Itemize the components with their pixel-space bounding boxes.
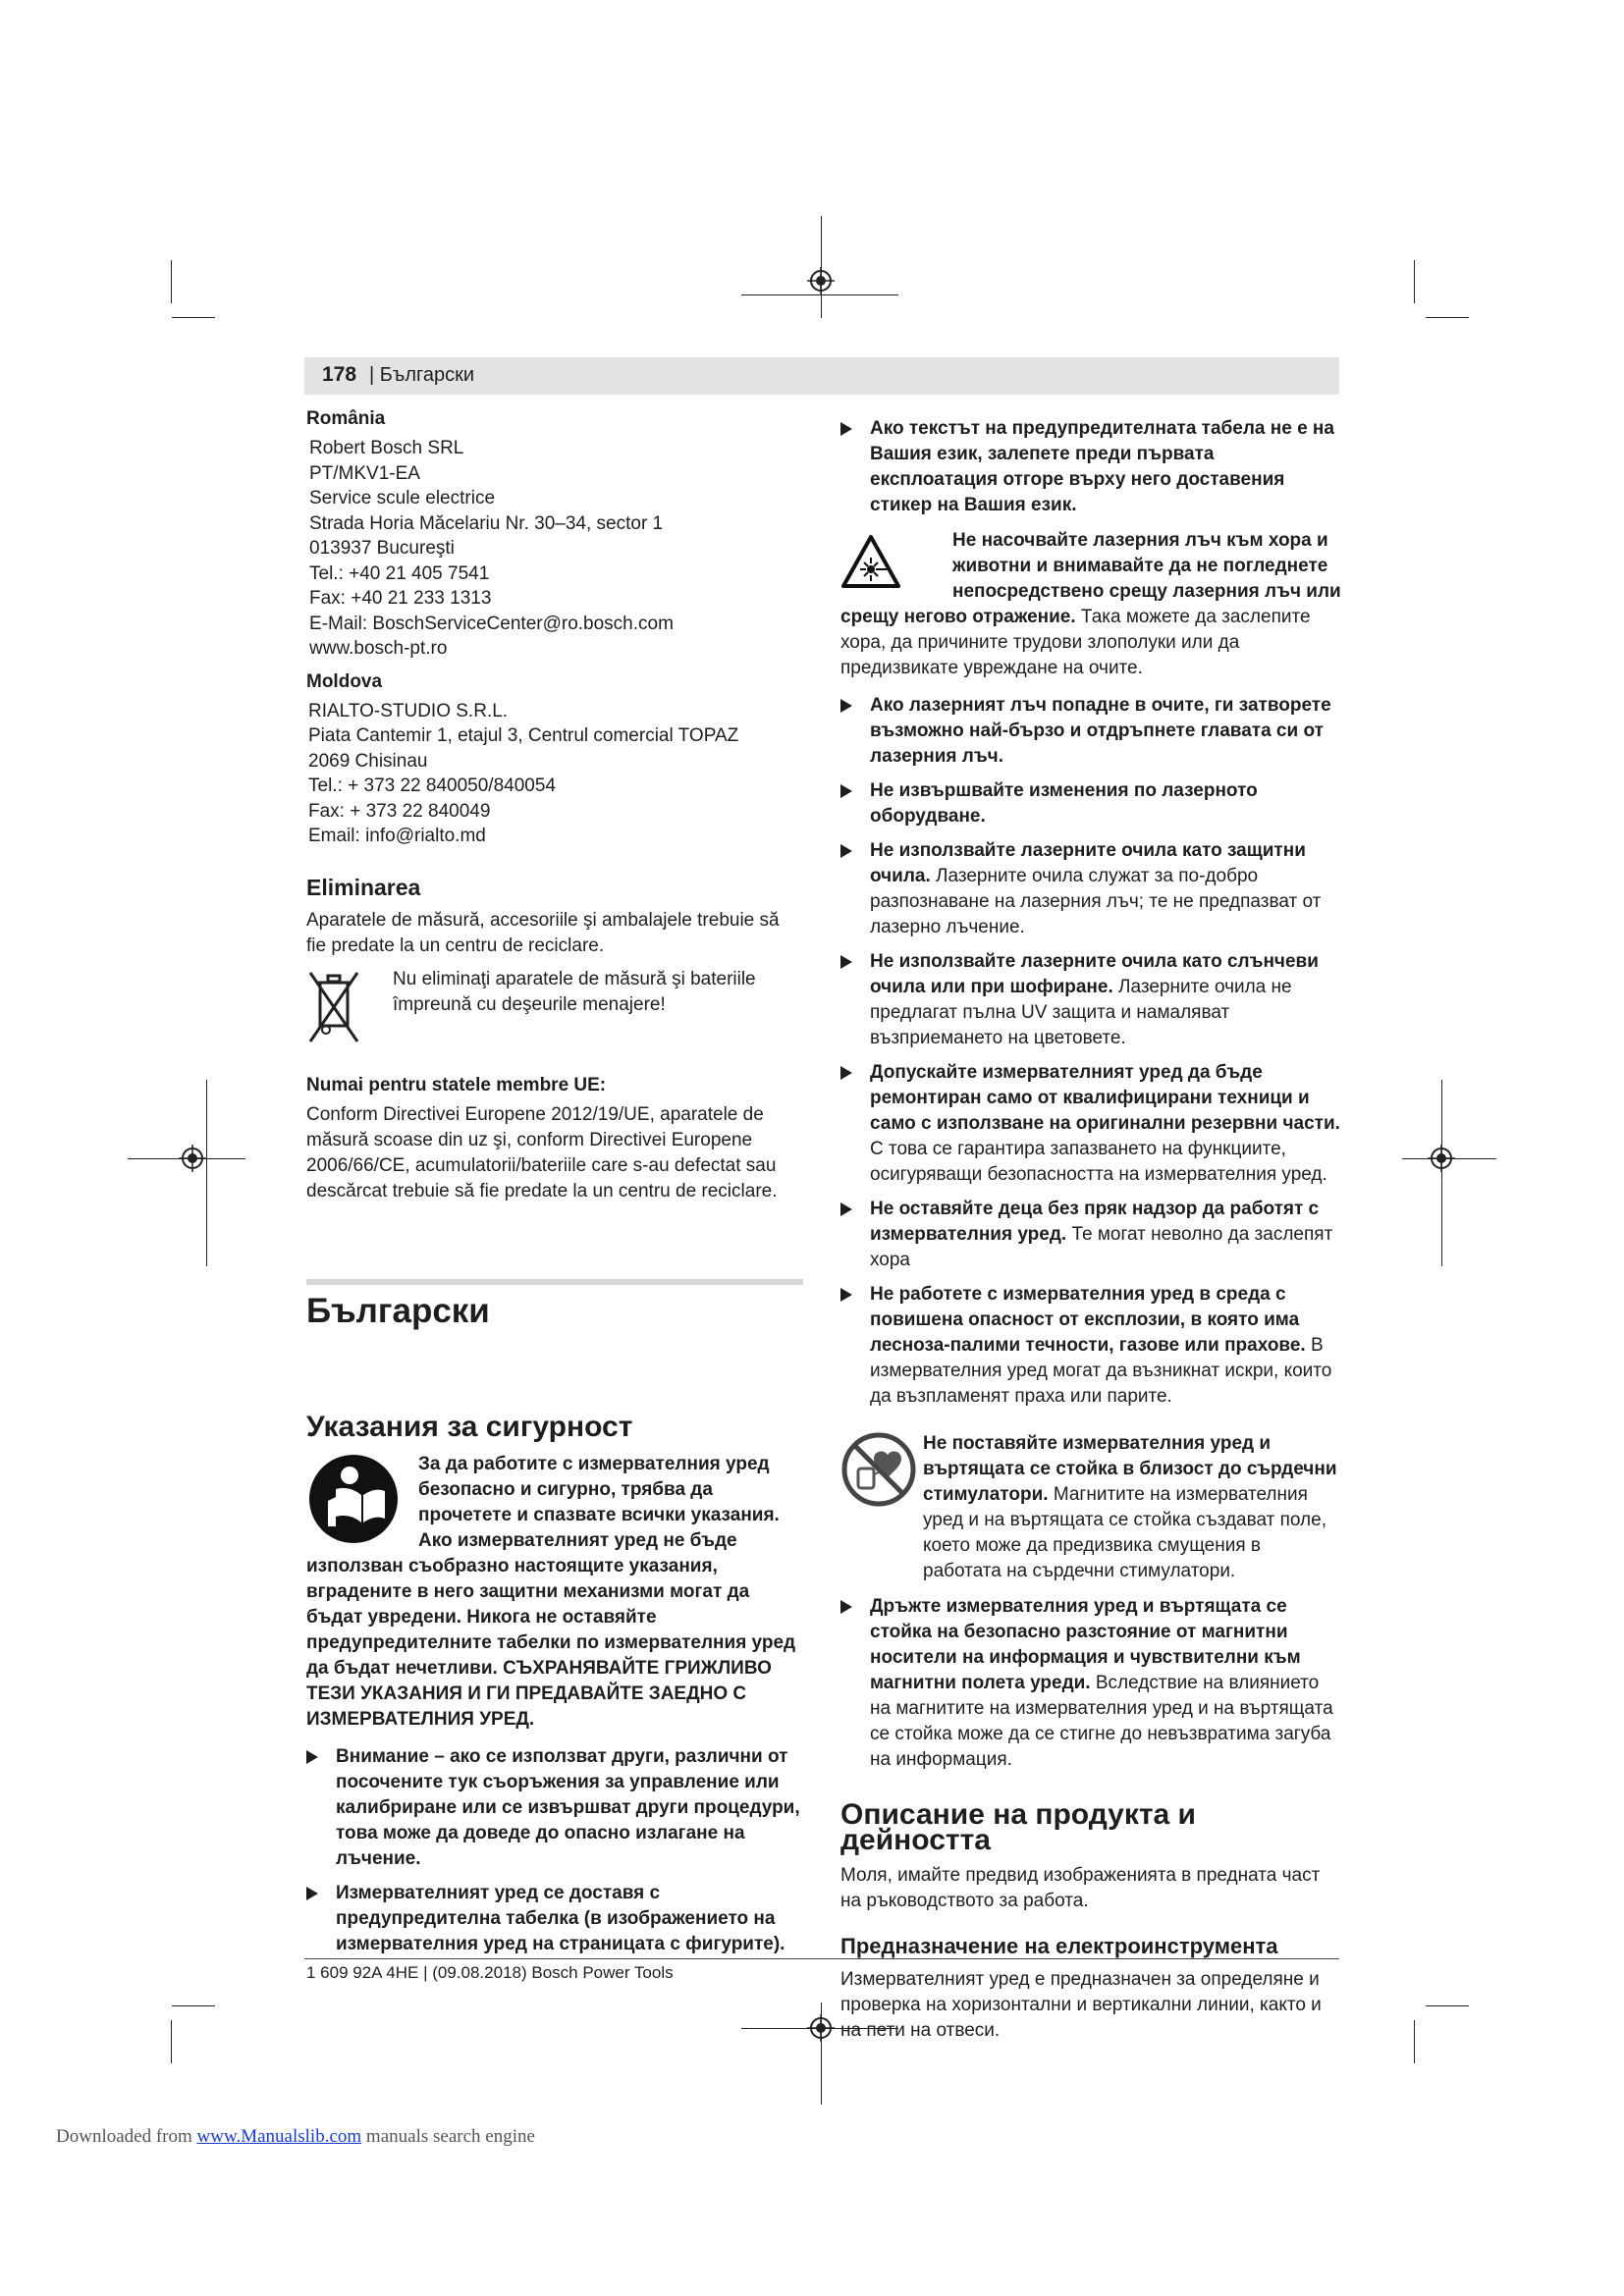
bullet-arrow-icon [840, 699, 852, 713]
laser-warning-text: Така можете да заслепите хора, да причините трудови злополуки или да предизвикате увреждане на очите. [840, 607, 1311, 678]
bullet-bold: Дръжте измервателния уред и въртящата се стойка на безопасно разстояние от магнитни носители на информация и чувствителни към магнитни полета уреди. [870, 1596, 1301, 1693]
registration-mark-icon [1428, 1145, 1455, 1172]
bullet-arrow-icon [840, 784, 852, 798]
country-name: Moldova [306, 670, 383, 692]
bullet-bold: Не оставяйте деца без пряк надзор да работят с измервателния уред. [870, 1199, 1320, 1245]
left-column [306, 406, 803, 1966]
crop-mark [172, 317, 215, 318]
crop-mark [741, 294, 898, 295]
address-line: Service scule electrice [309, 488, 496, 508]
contact-moldova [306, 669, 803, 849]
bullet-item [840, 1197, 1341, 1273]
bullet-bold: Измервателният уред се доставя с предупредителна табелка (в изображението на измервателния уред на страницата с фигурите). [336, 1882, 785, 1954]
product-description-heading: Описание на продукта и дейността [840, 1798, 1196, 1856]
fax: Fax: + 373 22 840049 [308, 800, 491, 822]
bullet-item [306, 1881, 803, 1957]
language-title: Български [306, 1291, 490, 1330]
crop-mark [172, 2005, 215, 2006]
bullet-bold: Не извършвайте изменения по лазерното оборудване. [870, 780, 1258, 827]
crop-mark [1426, 317, 1469, 318]
bullet-arrow-icon [840, 422, 852, 436]
crop-mark [206, 1080, 207, 1266]
safety-intro-bold: За да работите с измервателния уред безопасно и сигурно, трябва да прочетете и спазвате всички указания. Ако измервателният уред не бъде използван съобразно настоящите указания, вградените в него защитни механизми могат да бъдат увредени. Никога не оставяйте предупредителните табелки по измервателния уред да бъдат нечетливи. СЪХРАНЯВАЙТЕ ГРИЖЛИВО ТЕЗИ УКАЗАНИЯ И ГИ ПРЕДАВАЙТЕ ЗАЕДНО С ИЗМЕРВАТЕЛНИЯ УРЕД. [306, 1453, 796, 1730]
section-name: | Български [369, 364, 475, 386]
email: Email: info@rialto.md [308, 826, 486, 846]
bullet-bold: Не работете с измервателния уред в среда с повишена опасност от експлозии, в която има лесноза-палими течности, газове или прахове. [870, 1284, 1306, 1356]
bullet-arrow-icon [306, 1750, 318, 1764]
bullet-item [840, 949, 1341, 1051]
bullet-arrow-icon [840, 955, 852, 969]
address-line: RIALTO-STUDIO S.R.L. [308, 700, 509, 721]
bullet-bold: Ако текстът на предупредителната табела не е на Вашия език, залепете преди първата експлоатация отгоре върху него доставения стикер на Вашия език. [870, 418, 1334, 515]
crop-mark [171, 260, 172, 303]
crop-mark [1426, 2005, 1469, 2006]
bullet-item [840, 1282, 1341, 1410]
manualslib-link[interactable]: www.Manualslib.com [196, 2126, 362, 2147]
right-column [840, 416, 1341, 2044]
intended-use-heading: Предназначение на електроинструмента [840, 1934, 1278, 1958]
bullet-item [840, 416, 1341, 518]
crossed-bin-icon [306, 967, 361, 1045]
intended-use-text: Измервателният уред е предназначен за определяне и проверка на хоризонтални и вертикални линии, както и на пети на отвеси. [840, 1969, 1322, 2041]
eu-heading: Numai pentru statele membre UE: [306, 1074, 607, 1095]
laser-warning-bold: Не насочвайте лазерния лъч към хора и животни и внимавайте да не погледнете непосредствено срещу лазерния лъч или срещу негово отражение. [840, 530, 1341, 627]
bullet-text: Лазерните очила служат за по-добро разпознаване на лазерния лъч; те не предпазват от лазерно лъчение. [870, 866, 1322, 937]
read-manual-icon [306, 1452, 401, 1546]
bullet-arrow-icon [840, 1066, 852, 1080]
bullet-item [840, 1060, 1341, 1188]
bullet-bold: Ако лазерният лъч попадне в очите, ги затворете възможно най-бързо и отдръпнете главата си от лазерния лъч. [870, 695, 1331, 767]
bullet-item [840, 693, 1341, 770]
product-description-text: Моля, имайте предвид изображенията в предната част на ръководството за работа. [840, 1865, 1321, 1911]
pacemaker-text: Магнитите на измервателния уред и на въртящата се стойка създават поле, което може да предизвика смущения в работата на сърдечни стимулатори. [923, 1484, 1326, 1581]
bullet-item [840, 838, 1341, 940]
laser-warning-icon [840, 534, 901, 589]
crop-mark [1414, 2020, 1415, 2063]
registration-mark-icon [179, 1145, 206, 1172]
crop-mark [1414, 260, 1415, 303]
footer-text: 1 609 92A 4HE | (09.08.2018) Bosch Power Tools [306, 1963, 674, 1982]
bullet-item [840, 1594, 1341, 1773]
fax: Fax: +40 21 233 1313 [309, 588, 492, 609]
bullet-bold: Не използвайте лазерните очила като слънчеви очила или при шофиране. [870, 951, 1319, 997]
address-line: Strada Horia Măcelariu Nr. 30–34, sector 1 [309, 512, 664, 534]
address-line: 2069 Chisinau [308, 750, 428, 772]
section-divider [306, 1279, 803, 1285]
bullet-arrow-icon [840, 1202, 852, 1216]
safety-intro [306, 1452, 803, 1733]
laser-warning [840, 528, 1341, 681]
phone: Tel.: +40 21 405 7541 [309, 562, 490, 584]
page-header [304, 357, 1339, 395]
pacemaker-warning [840, 1431, 1341, 1584]
crop-mark [1441, 1080, 1442, 1266]
pacemaker-bold: Не поставяйте измервателния уред и въртящата се стойка в близост до сърдечни стимулатори. [923, 1433, 1337, 1505]
bullet-arrow-icon [840, 1288, 852, 1302]
bullet-item [840, 778, 1341, 829]
page-number: 178 [322, 363, 357, 386]
website: www.bosch-pt.ro [309, 638, 448, 659]
disposal-warning [306, 967, 803, 1051]
bullet-text: Вследствие на влиянието на магнитите на измервателния уред и на въртящата се стойка може да се стигне до невъзвратима загуба на информация. [870, 1673, 1333, 1770]
bullet-text: С това се гарантира запазването на функциите, осигуряващи безопасността на измервателния уред. [870, 1139, 1327, 1185]
contact-romania [306, 406, 803, 662]
download-prefix: Downloaded from [56, 2126, 197, 2147]
crop-mark [171, 2020, 172, 2063]
bullet-text: Лазерните очила не предлагат пълна UV защита и намаляват възприемането на цветовете. [870, 977, 1292, 1048]
registration-mark-icon [807, 267, 835, 294]
no-pacemaker-icon [840, 1431, 917, 1508]
address-line: Robert Bosch SRL [309, 438, 464, 458]
bullet-bold: Внимание – ако се използват други, различни от посочените тук съоръжения за управление или калибриране или се извършват други процедури, това може да доведе до опасно излагане на лъчение. [336, 1745, 800, 1869]
address-line: 013937 Bucureşti [309, 538, 455, 559]
disposal-text: Aparatele de măsură, accesoriile şi ambalajele trebuie să fie predate la un centru de reciclare. [306, 909, 780, 956]
bullet-item [306, 1744, 803, 1872]
disposal-icon-text: Nu eliminaţi aparatele de măsură şi bateriile împreună cu deşeurile menajere! [393, 968, 756, 1015]
bullet-bold: Не използвайте лазерните очила като защитни очила. [870, 840, 1306, 886]
address-line: Piata Cantemir 1, etajul 3, Centrul comercial TOPAZ [308, 725, 739, 746]
bullet-bold: Допускайте измервателният уред да бъде ремонтиран само от квалифицирани техници и само с използване на оригинални резервни части. [870, 1062, 1340, 1134]
bullet-text: Те могат неволно да заслепят хора [870, 1224, 1333, 1270]
eu-text: Conform Directivei Europene 2012/19/UE, aparatele de măsură scoase din uz şi, conform Directivei Europene 2006/66/CE, acumulatorii/bateriile care s-au defectat sau descărcat trebuie să fie predate la un centru de reciclare. [306, 1103, 778, 1201]
country-name: România [306, 408, 386, 429]
bullet-arrow-icon [840, 844, 852, 858]
bullet-arrow-icon [840, 1600, 852, 1614]
download-suffix: manuals search engine [361, 2126, 535, 2147]
footer-rule [304, 1958, 1339, 1959]
bullet-text: В измервателния уред могат да възникнат искри, които да възпламенят праха или парите. [870, 1335, 1332, 1407]
disposal-heading: Eliminarea [306, 874, 421, 900]
bullet-arrow-icon [306, 1887, 318, 1900]
phone: Tel.: + 373 22 840050/840054 [308, 775, 556, 796]
registration-mark-icon [807, 2014, 835, 2042]
download-notice [56, 2126, 535, 2148]
email: E-Mail: BoschServiceCenter@ro.bosch.com [309, 613, 674, 634]
address-line: PT/MKV1-EA [309, 462, 420, 484]
safety-heading: Указания за сигурност [306, 1410, 633, 1443]
